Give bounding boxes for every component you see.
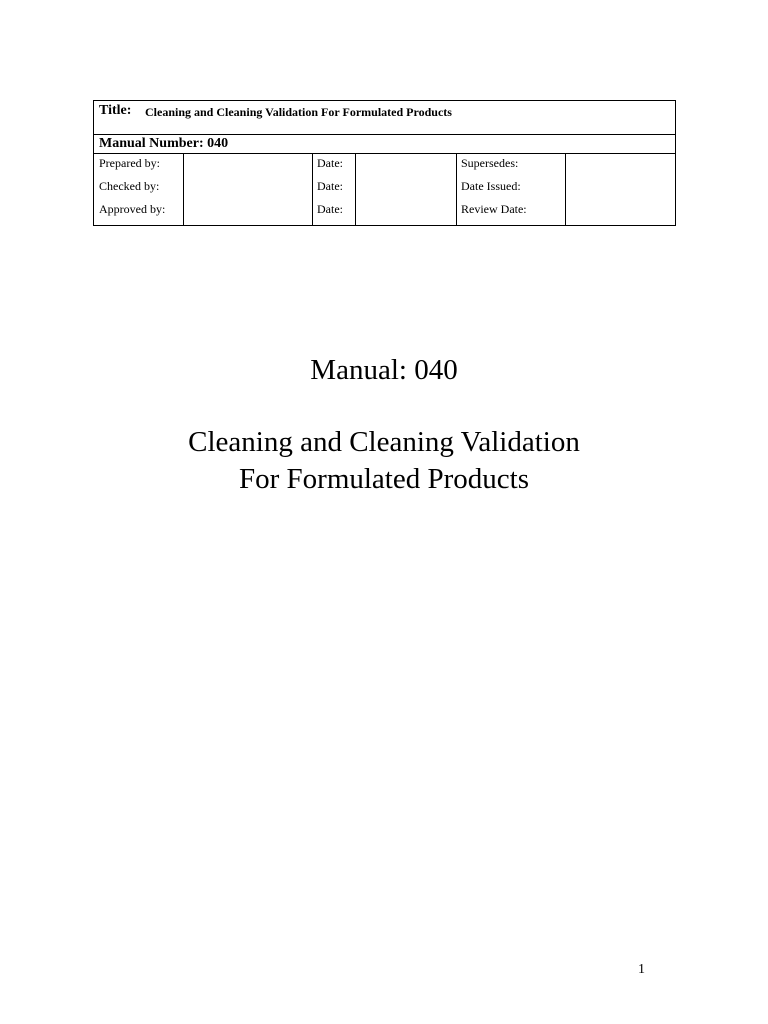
title-value: Cleaning and Cleaning Validation For Formulated Products xyxy=(145,105,452,119)
checked-by-label: Checked by: xyxy=(99,179,160,193)
prepared-by-label: Prepared by: xyxy=(99,156,160,170)
manual-number-row xyxy=(94,135,675,154)
subheading-line-2: For Formulated Products xyxy=(239,463,529,495)
approved-date-label: Date: xyxy=(317,202,343,216)
checked-date-label: Date: xyxy=(317,179,343,193)
supersedes-label: Supersedes: xyxy=(461,156,519,170)
prepared-date-label: Date: xyxy=(317,156,343,170)
manual-number-label: Manual Number: 040 xyxy=(99,136,229,151)
date-issued-label: Date Issued: xyxy=(461,179,521,193)
manual-heading: Manual: 040 xyxy=(310,354,458,386)
title-row xyxy=(94,101,675,135)
document-subheading xyxy=(0,424,768,498)
subheading-line-1: Cleaning and Cleaning Validation xyxy=(188,426,580,458)
title-label: Title: xyxy=(99,103,132,118)
grid-divider xyxy=(565,154,566,225)
grid-divider xyxy=(456,154,457,225)
grid-divider xyxy=(355,154,356,225)
page-number: 1 xyxy=(638,962,645,977)
review-date-label: Review Date: xyxy=(461,202,527,216)
grid-divider xyxy=(312,154,313,225)
grid-divider xyxy=(183,154,184,225)
document-header-table xyxy=(93,100,676,226)
approved-by-label: Approved by: xyxy=(99,202,166,216)
signoff-grid xyxy=(94,154,675,225)
